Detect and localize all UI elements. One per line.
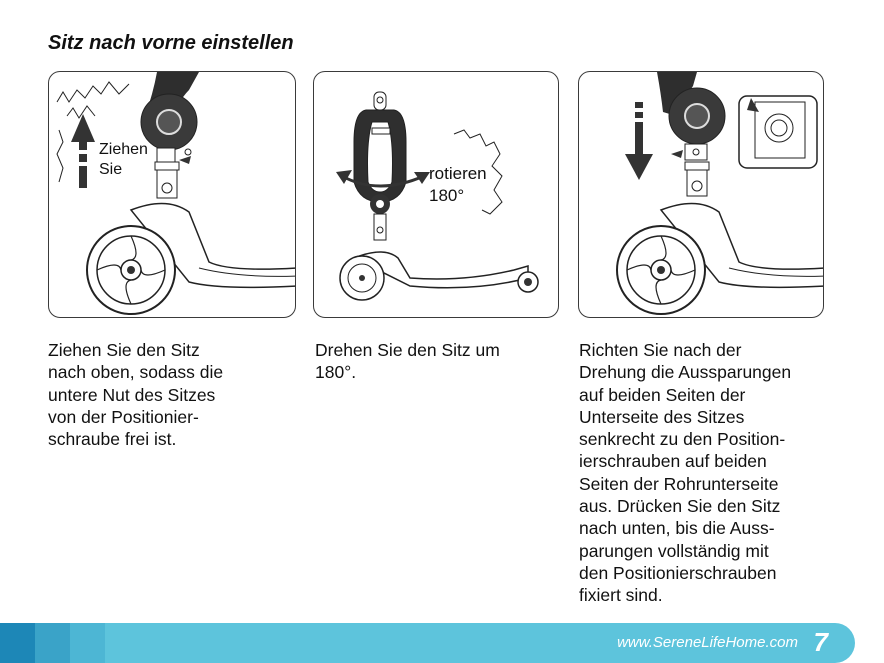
caption-step-1 bbox=[48, 339, 223, 450]
caption-line: 180°. bbox=[315, 362, 357, 383]
page-number: 7 bbox=[813, 627, 828, 657]
scooter-push-down-illustration bbox=[579, 72, 824, 318]
caption-line: senkrecht zu den Position- bbox=[579, 429, 786, 450]
caption-step-2 bbox=[315, 339, 500, 384]
caption-line: Drehung die Aussparungen bbox=[579, 362, 792, 383]
footer-segment bbox=[0, 623, 35, 663]
down-arrow-icon bbox=[625, 102, 653, 180]
page-footer bbox=[0, 623, 884, 663]
illustration-rotate-seat bbox=[313, 71, 559, 318]
label-rotieren: rotieren bbox=[429, 164, 487, 183]
up-arrow-icon bbox=[71, 114, 95, 188]
footer-segment bbox=[70, 623, 105, 663]
scooter-pull-up-illustration bbox=[49, 72, 296, 318]
caption-line: nach oben, sodass die bbox=[48, 362, 224, 383]
caption-line: Drehen Sie den Sitz um bbox=[315, 340, 500, 360]
label-180: 180° bbox=[429, 186, 465, 205]
caption-line: den Positionierschrauben bbox=[579, 562, 777, 583]
caption-line: Unterseite des Sitzes bbox=[579, 406, 745, 427]
caption-line: untere Nut des Sitzes bbox=[48, 384, 216, 405]
caption-line: parungen vollständig mit bbox=[579, 540, 769, 561]
caption-line: fixiert sind. bbox=[579, 585, 663, 606]
label-sie: Sie bbox=[99, 161, 123, 178]
footer-segment bbox=[35, 623, 70, 663]
caption-line: Richten Sie nach der bbox=[579, 340, 742, 360]
caption-line: nach unten, bis die Auss- bbox=[579, 518, 775, 539]
footer-url: www.SereneLifeHome.com bbox=[617, 634, 798, 651]
caption-line: schraube frei ist. bbox=[48, 429, 177, 450]
illustration-pull-seat-up bbox=[48, 71, 296, 318]
illustration-push-seat-down bbox=[578, 71, 824, 318]
section-title: Sitz nach vorne einstellen bbox=[48, 32, 294, 54]
caption-line: von der Positionier- bbox=[48, 406, 199, 427]
caption-line: auf beiden Seiten der bbox=[579, 384, 746, 405]
caption-line: ierschrauben auf beiden bbox=[579, 451, 767, 472]
caption-step-3 bbox=[579, 339, 791, 607]
caption-line: Seiten der Rohrunterseite bbox=[579, 473, 779, 494]
caption-line: Ziehen Sie den Sitz bbox=[48, 340, 200, 360]
caption-line: aus. Drücken Sie den Sitz bbox=[579, 496, 781, 517]
label-ziehen: Ziehen bbox=[99, 141, 148, 158]
